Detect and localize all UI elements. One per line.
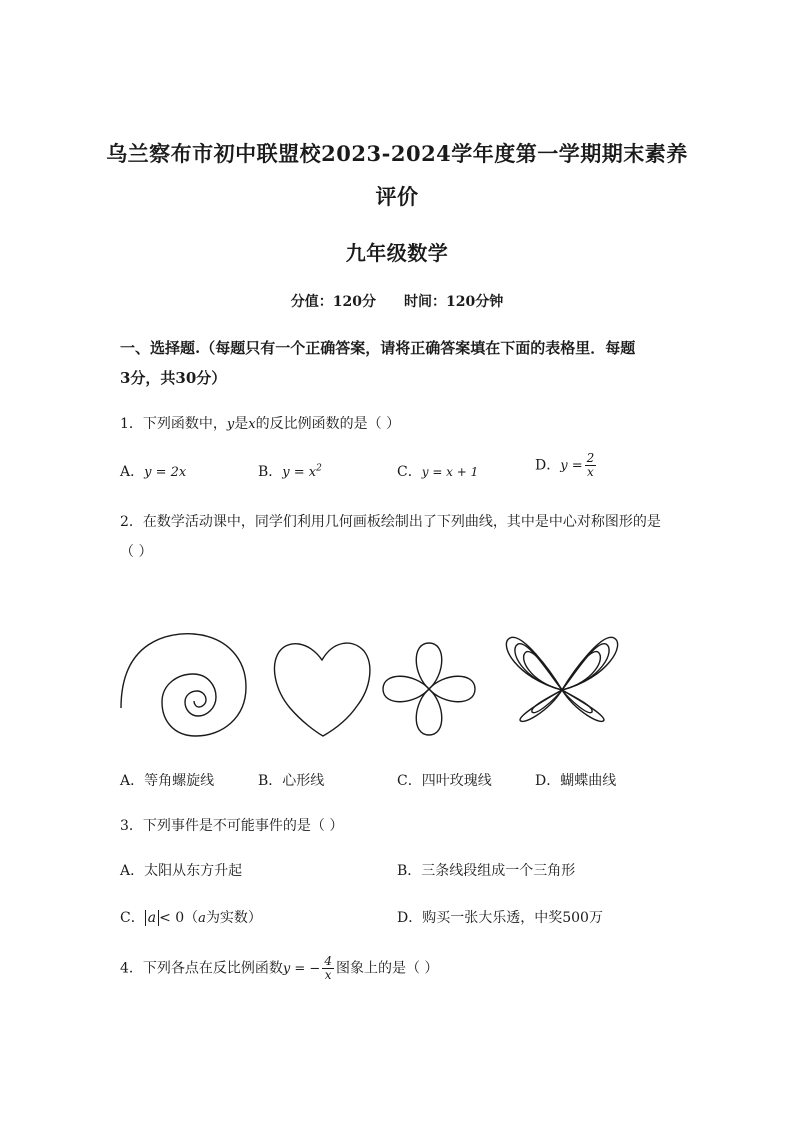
q1-var-x: x [248, 417, 256, 432]
q1-stem-post: 的反比例函数的是（ ） [255, 416, 401, 432]
option-math: y = x + 1 [421, 465, 479, 479]
option-math: y = x [282, 465, 317, 480]
q2-option-b: B．心形线 [258, 773, 325, 789]
option-math: y = [560, 458, 583, 474]
option-math: y = 2x [144, 465, 187, 480]
q3-option-b: B．三条线段组成一个三角形 [397, 863, 576, 879]
exam-title-line2: 评价 [375, 184, 419, 209]
exam-title-line1: 乌兰察布市初中联盟校2023-2024学年度第一学期期末素养 [106, 141, 688, 166]
option-text: 为实数） [205, 910, 262, 926]
option-label: D． [535, 457, 561, 474]
option-label: B． [258, 464, 283, 480]
subject-title: 九年级数学 [345, 241, 449, 265]
option-variable: a [198, 911, 206, 926]
cardioid-curve [275, 643, 370, 736]
four-leaf-rose-curve [383, 643, 475, 735]
fraction [322, 955, 334, 982]
score-text: 分值：120分 [290, 294, 376, 310]
time-text: 时间：120分钟 [404, 294, 504, 310]
q1-stem-pre: 1．下列函数中， [120, 416, 227, 432]
option-relation: < 0（ [159, 910, 199, 926]
q4-math: y = − [282, 961, 321, 977]
section-heading-line2: 3分，共30分） [120, 369, 227, 387]
q3-option-c [120, 907, 262, 927]
fraction-denominator: x [324, 968, 332, 982]
q4-stem-post: 图象上的是（ ） [335, 960, 439, 977]
question-4-stem [120, 955, 438, 982]
fraction-numerator: 4 [324, 954, 332, 968]
question-2-stem-line1: 2．在数学活动课中，同学们利用几何画板绘制出了下列曲线，其中是中心对称图形的是 [120, 514, 661, 530]
section-heading-line1: 一、选择题.（每题只有一个正确答案，请将正确答案填在下面的表格里．每题 [120, 339, 636, 357]
equiangular-spiral-curve [121, 634, 246, 736]
q3-option-a: A．太阳从东方升起 [120, 863, 243, 879]
q2-option-c: C．四叶玫瑰线 [397, 773, 492, 789]
q2-option-a: A．等角螺旋线 [120, 773, 215, 789]
fraction-numerator: 2 [586, 451, 595, 465]
option-label: C． [397, 464, 422, 480]
absolute-value: a [145, 910, 159, 926]
question-2-stem-line2: （ ） [120, 544, 153, 560]
q1-stem-mid: 是 [234, 416, 249, 432]
question-3-stem: 3．下列事件是不可能事件的是（ ） [120, 818, 344, 834]
option-label: C． [120, 910, 145, 926]
q1-var-y: y [226, 417, 235, 432]
fraction-denominator: x [587, 465, 594, 479]
butterfly-curve [506, 637, 617, 721]
q4-stem-pre: 4．下列各点在反比例函数 [120, 960, 283, 977]
option-label: A． [120, 464, 145, 480]
q3-option-d: D．购买一张大乐透，中奖500万 [397, 910, 603, 926]
q2-option-d: D．蝴蝶曲线 [535, 773, 617, 789]
option-exponent: 2 [316, 463, 322, 474]
